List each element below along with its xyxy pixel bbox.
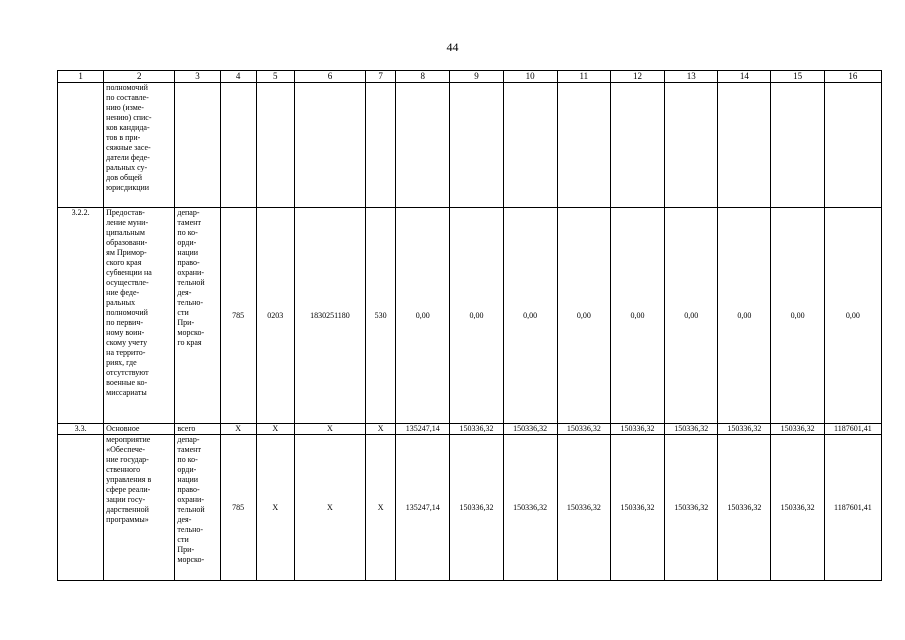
cell-value: 0,00 <box>450 208 503 424</box>
cell-value: 150336,32 <box>557 424 610 435</box>
cell-value: 150336,32 <box>503 424 557 435</box>
cell-executor: всего <box>175 424 220 435</box>
cell-value: 0,00 <box>771 208 824 424</box>
cell-number <box>58 435 104 581</box>
cell-value: 150336,32 <box>610 424 664 435</box>
cell-value: X <box>366 424 396 435</box>
column-header: 2 <box>104 71 175 83</box>
cell-value: 785 <box>220 435 256 581</box>
cell-value: 0,00 <box>824 208 881 424</box>
table-row <box>58 424 882 435</box>
column-header: 10 <box>503 71 557 83</box>
cell-value: 785 <box>220 208 256 424</box>
cell-value: 150336,32 <box>450 435 503 581</box>
cell-value: 135247,14 <box>396 435 450 581</box>
cell-value: 150336,32 <box>771 435 824 581</box>
cell-value: X <box>256 435 294 581</box>
column-header: 11 <box>557 71 610 83</box>
cell-value: X <box>256 424 294 435</box>
cell-value <box>503 83 557 208</box>
cell-value <box>294 83 365 208</box>
cell-value: 0203 <box>256 208 294 424</box>
cell-value: 0,00 <box>396 208 450 424</box>
column-header: 5 <box>256 71 294 83</box>
cell-value: X <box>220 424 256 435</box>
cell-value: 150336,32 <box>450 424 503 435</box>
cell-value: 150336,32 <box>718 424 771 435</box>
cell-executor <box>175 83 220 208</box>
column-header: 9 <box>450 71 503 83</box>
cell-value <box>557 83 610 208</box>
column-header: 1 <box>58 71 104 83</box>
cell-value: X <box>294 435 365 581</box>
table-row <box>58 83 882 208</box>
column-header: 3 <box>175 71 220 83</box>
cell-value <box>450 83 503 208</box>
cell-executor: депар- тамент по ко- орди- нации право- охрани- тельной дея- тельно- сти При- морско- го края <box>175 208 220 424</box>
cell-value: 150336,32 <box>718 435 771 581</box>
page-number: 44 <box>446 40 459 54</box>
cell-value: 0,00 <box>718 208 771 424</box>
column-header: 13 <box>665 71 718 83</box>
cell-value <box>256 83 294 208</box>
cell-number: 3.2.2. <box>58 208 104 424</box>
cell-name: мероприятие «Обеспече- ние государ- ственного управления в сфере реали- зации госу- дарственной программы» <box>104 435 175 581</box>
cell-value <box>610 83 664 208</box>
cell-value: 1830251180 <box>294 208 365 424</box>
table-header-row <box>58 71 882 83</box>
cell-value: X <box>366 435 396 581</box>
cell-value <box>220 83 256 208</box>
cell-number: 3.3. <box>58 424 104 435</box>
cell-value: 150336,32 <box>557 435 610 581</box>
cell-value <box>665 83 718 208</box>
cell-value: 0,00 <box>503 208 557 424</box>
column-header: 15 <box>771 71 824 83</box>
cell-value: 150336,32 <box>665 435 718 581</box>
cell-value: 1187601,41 <box>824 435 881 581</box>
cell-name: полномочий по составле- нию (изме- нению) спис- ков кандида- тов в при- сяжные засе- датели феде- ральных су- дов общей юрисдикции <box>104 83 175 208</box>
cell-value: 0,00 <box>610 208 664 424</box>
cell-value: 530 <box>366 208 396 424</box>
cell-value: 150336,32 <box>771 424 824 435</box>
column-header: 6 <box>294 71 365 83</box>
column-header: 7 <box>366 71 396 83</box>
cell-value: 150336,32 <box>665 424 718 435</box>
cell-value: 0,00 <box>665 208 718 424</box>
cell-value: 150336,32 <box>610 435 664 581</box>
cell-value <box>718 83 771 208</box>
column-header: 4 <box>220 71 256 83</box>
column-header: 8 <box>396 71 450 83</box>
cell-number <box>58 83 104 208</box>
table-row <box>58 435 882 581</box>
cell-value: 0,00 <box>557 208 610 424</box>
cell-name: Предостав- ление муни- ципальным образовани- ям Примор- ского края субвенции на осуществле- ние феде- ральных полномочий по первич- ному воин- скому учету на террито- риях, где отсутствуют военные ко- миссариаты <box>104 208 175 424</box>
cell-executor: депар- тамент по ко- орди- нации право- охрани- тельной дея- тельно- сти При- морско- <box>175 435 220 581</box>
budget-table <box>57 70 882 581</box>
cell-value <box>824 83 881 208</box>
cell-value <box>396 83 450 208</box>
cell-value <box>366 83 396 208</box>
cell-value: 150336,32 <box>503 435 557 581</box>
cell-value: 135247,14 <box>396 424 450 435</box>
column-header: 14 <box>718 71 771 83</box>
cell-value <box>771 83 824 208</box>
cell-value: X <box>294 424 365 435</box>
cell-name: Основное <box>104 424 175 435</box>
cell-value: 1187601,41 <box>824 424 881 435</box>
table-row <box>58 208 882 424</box>
column-header: 16 <box>824 71 881 83</box>
column-header: 12 <box>610 71 664 83</box>
